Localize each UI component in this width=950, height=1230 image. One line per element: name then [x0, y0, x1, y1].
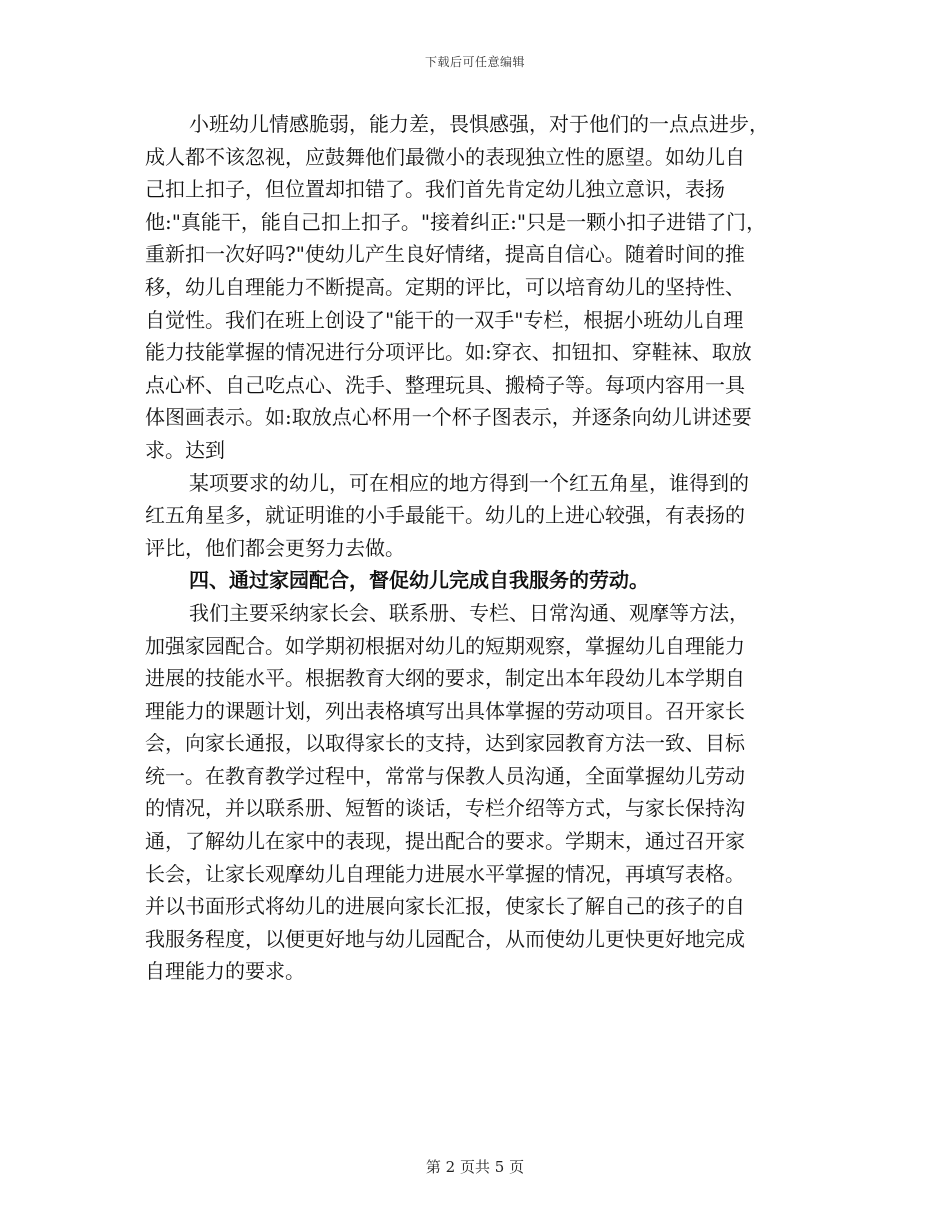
text-line: 红五角星多，就证明谁的小手最能干。幼儿的上进心较强，有表扬的	[145, 503, 745, 528]
text-line: 重新扣一次好吗?"使幼儿产生良好情绪，提高自信心。随着时间的推	[145, 242, 745, 267]
text-line: 自觉性。我们在班上创设了"能干的一双手"专栏，根据小班幼儿自理	[145, 307, 744, 332]
page-footer: 第 2 页共 5 页	[425, 1158, 525, 1176]
text-line: 能力技能掌握的情况进行分项评比。如:穿衣、扣钮扣、穿鞋袜、取放	[145, 340, 752, 365]
text-line: 并以书面形式将幼儿的进展向家长汇报，使家长了解自己的孩子的自	[145, 894, 745, 919]
text-line: 己扣上扣子，但位置却扣错了。我们首先肯定幼儿独立意识，表扬	[145, 177, 725, 202]
text-line: 体图画表示。如:取放点心杯用一个杯子图表示，并逐条向幼儿讲述要	[145, 405, 752, 430]
text-line: 评比，他们都会更努力去做。	[145, 535, 405, 560]
text-line: 进展的技能水平。根据教育大纲的要求，制定出本年段幼儿本学期自	[145, 666, 745, 691]
text-line: 我服务程度，以便更好地与幼儿园配合，从而使幼儿更快更好地完成	[145, 926, 745, 951]
text-line: 统一。在教育教学过程中，常常与保教人员沟通，全面掌握幼儿劳动	[145, 763, 745, 788]
text-line: 理能力的课题计划，列出表格填写出具体掌握的劳动项目。召开家长	[145, 698, 745, 723]
section-heading-text: 四、通过家园配合，督促幼儿完成自我服务的劳动。	[189, 568, 649, 593]
text-line: 通，了解幼儿在家中的表现，提出配合的要求。学期末，通过召开家	[145, 829, 745, 854]
section-heading	[145, 564, 810, 597]
text-line: 自理能力的要求。	[145, 959, 305, 984]
text-line: 点心杯、自己吃点心、洗手、整理玩具、搬椅子等。每项内容用一具	[145, 372, 745, 397]
text-line: 会，向家长通报，以取得家长的支持，达到家园教育方法一致、目标	[145, 731, 745, 756]
paragraph	[145, 597, 810, 988]
text-line: 他:"真能干，能自己扣上扣子。"接着纠正:"只是一颗小扣子进错了门，	[145, 209, 767, 234]
text-line: 移，幼儿自理能力不断提高。定期的评比，可以培育幼儿的坚持性、	[145, 274, 745, 299]
document-body	[145, 108, 810, 988]
text-line: 加强家园配合。如学期初根据对幼儿的短期观察，掌握幼儿自理能力	[145, 633, 745, 658]
paragraph	[145, 108, 810, 467]
text-line: 求。达到	[145, 437, 225, 462]
paragraph	[145, 467, 810, 565]
text-line: 某项要求的幼儿，可在相应的地方得到一个红五角星，谁得到的	[189, 470, 749, 495]
text-line: 我们主要采纳家长会、联系册、专栏、日常沟通、观摩等方法，	[189, 600, 749, 625]
page-header: 下载后可任意编辑	[424, 55, 525, 69]
text-line: 长会，让家长观摩幼儿自理能力进展水平掌握的情况，再填写表格。	[145, 861, 745, 886]
text-line: 小班幼儿情感脆弱，能力差，畏惧感强，对于他们的一点点进步，	[189, 112, 769, 136]
text-line: 的情况，并以联系册、短暂的谈话，专栏介绍等方式，与家长保持沟	[145, 796, 745, 821]
text-line: 成人都不该忽视，应鼓舞他们最微小的表现独立性的愿望。如幼儿自	[145, 144, 745, 169]
